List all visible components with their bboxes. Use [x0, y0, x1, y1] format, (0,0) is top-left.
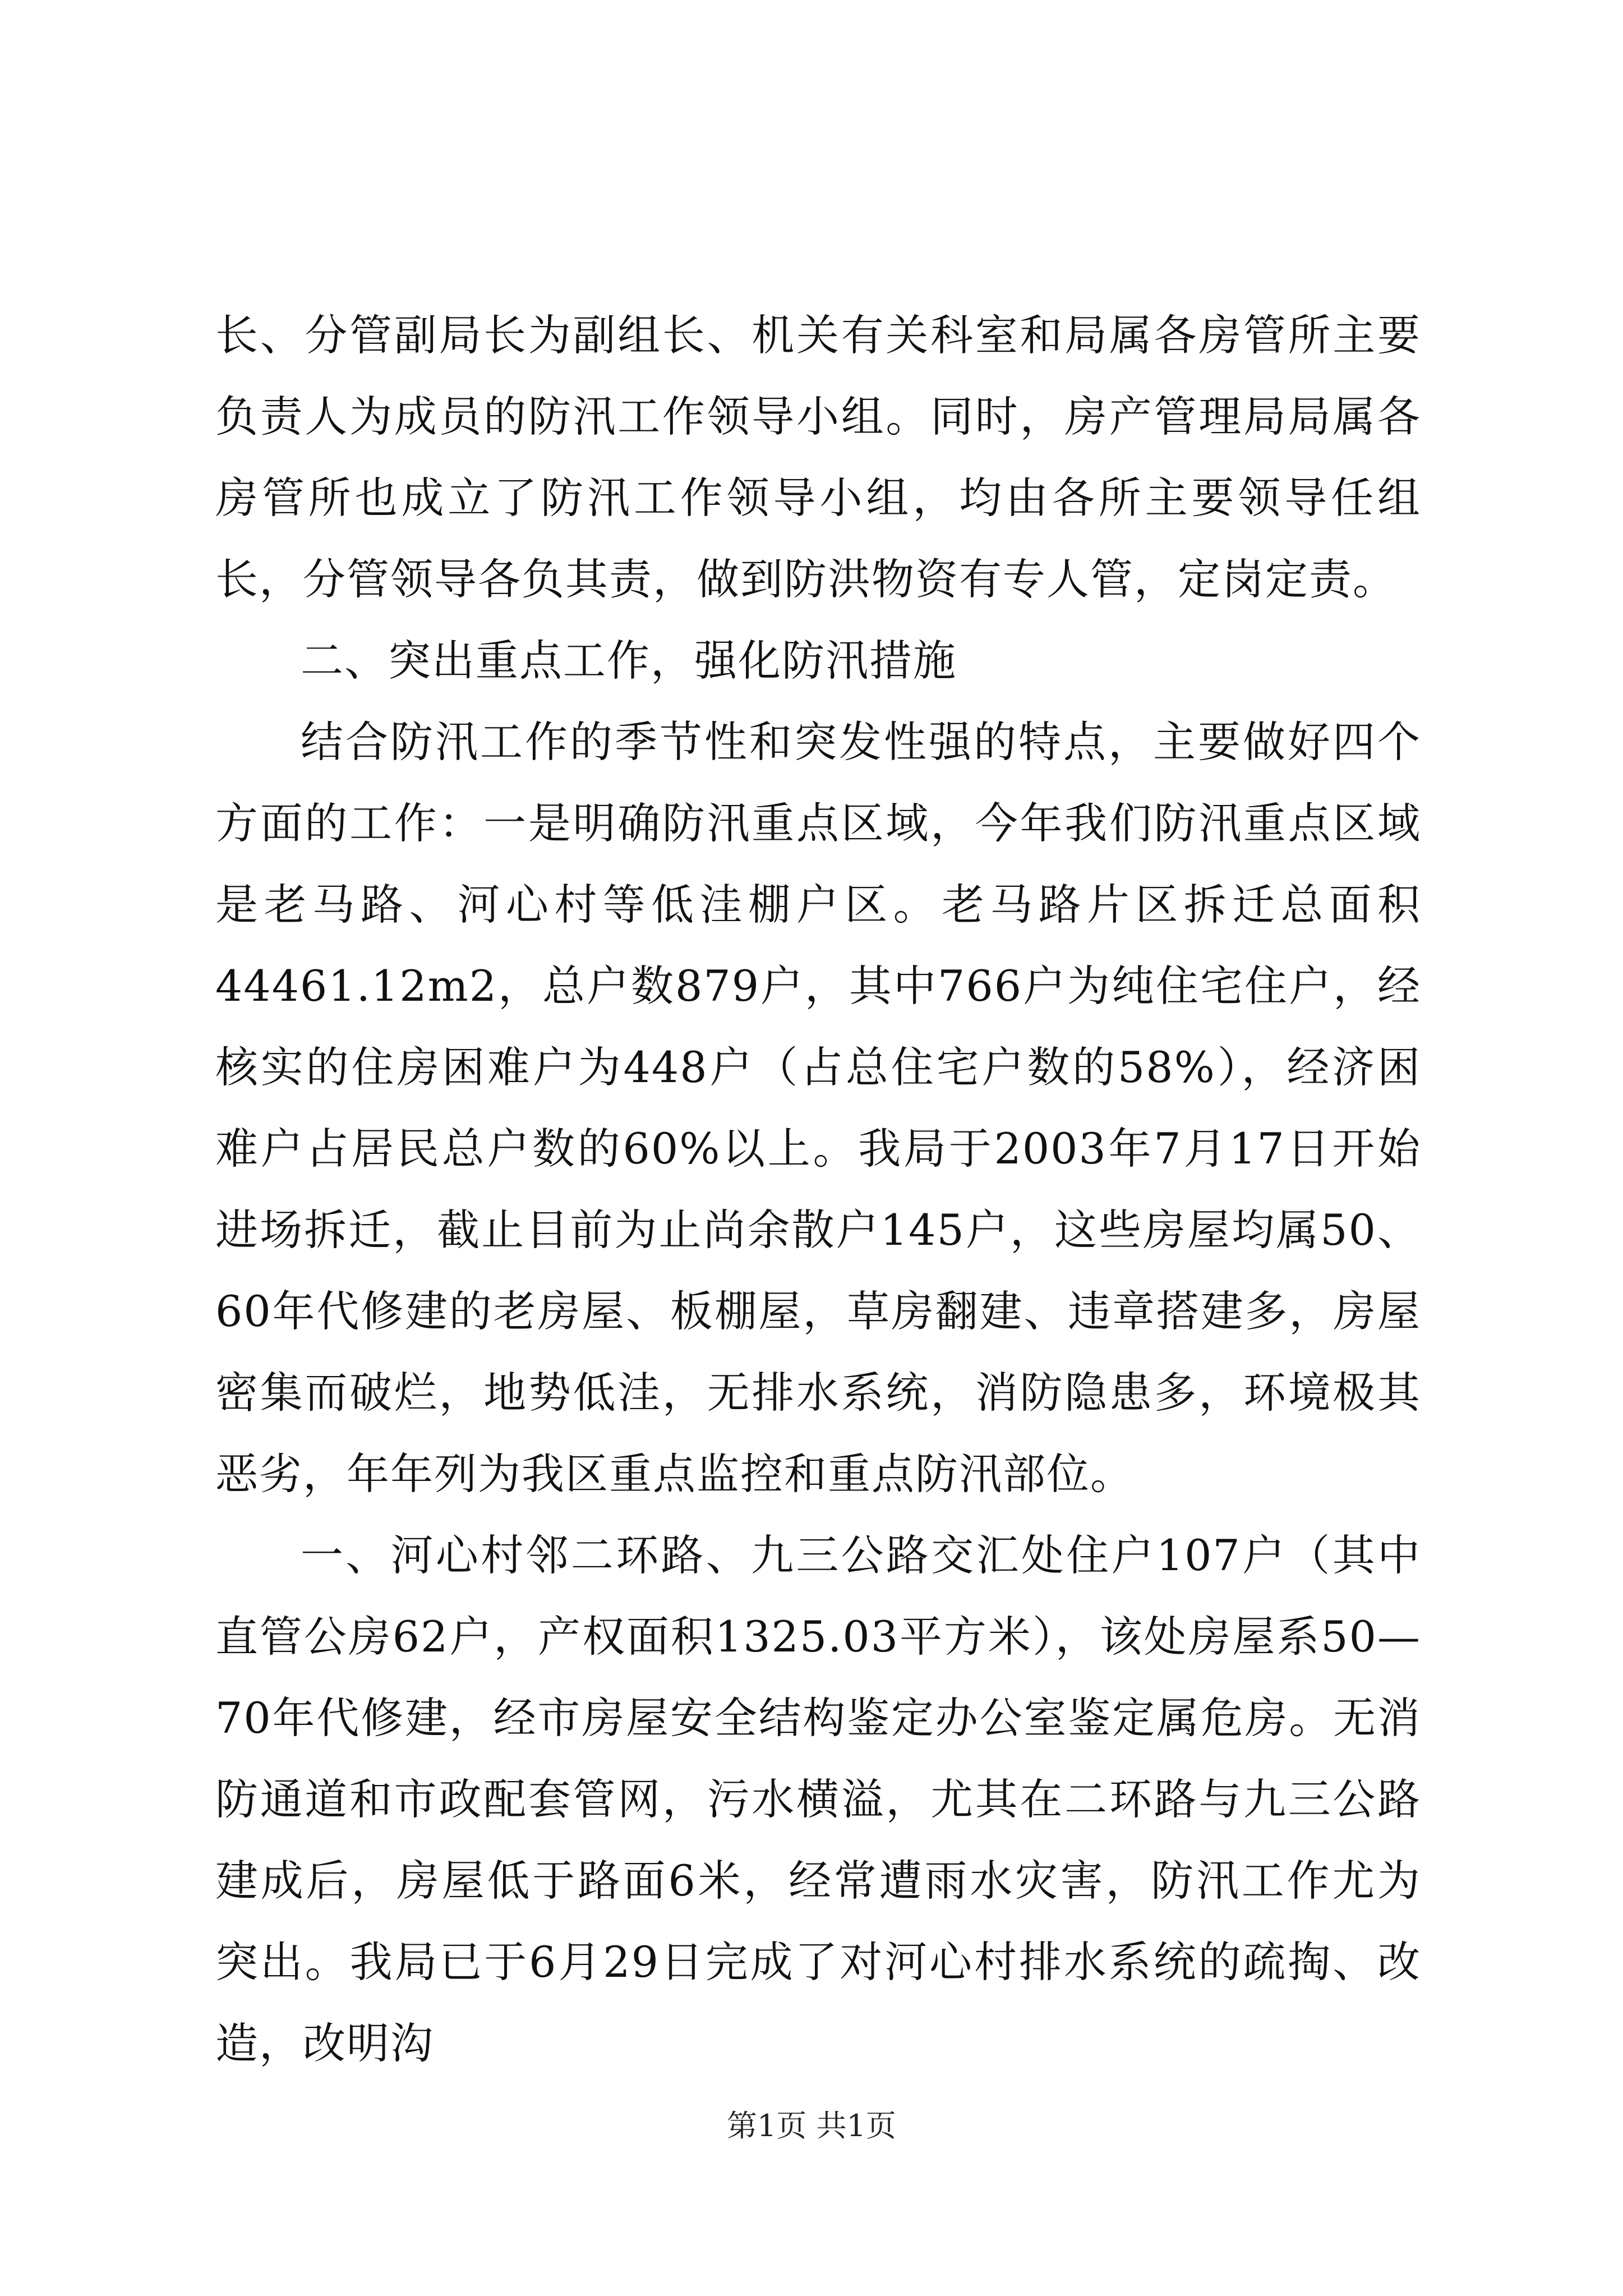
- paragraph-1: 长、分管副局长为副组长、机关有关科室和局属各房管所主要负责人为成员的防汛工作领导小组。同时，房产管理局局属各房管所也成立了防汛工作领导小组，均由各所主要领导任组长，分管领导各负其责，做到防洪物资有专人管，定岗定责。: [215, 310, 1421, 604]
- page-footer: [0, 2106, 1623, 2146]
- document-body: [215, 295, 1421, 2084]
- page-number-label: 第1页 共1页: [727, 2108, 896, 2143]
- section-heading: 二、突出重点工作，强化防汛措施: [301, 636, 957, 685]
- paragraph-3: 结合防汛工作的季节性和突发性强的特点，主要做好四个方面的工作：一是明确防汛重点区域，今年我们防汛重点区域是老马路、河心村等低洼棚户区。老马路片区拆迁总面积44461.12m2，总户数879户，其中766户为纯住宅住户，经核实的住房困难户为448户（占总住宅户数的58%），经济困难户占居民总户数的60%以上。我局于2003年7月17日开始进场拆迁，截止目前为止尚余散户145户，这些房屋均属50、60年代修建的老房屋、板棚屋，草房翻建、违章搭建多，房屋密集而破烂，地势低洼，无排水系统，消防隐患多，环境极其恶劣，年年列为我区重点监控和重点防汛部位。: [215, 717, 1421, 1499]
- paragraph-4: 一、河心村邻二环路、九三公路交汇处住户107户（其中直管公房62户，产权面积1325.03平方米），该处房屋系50—70年代修建，经市房屋安全结构鉴定办公室鉴定属危房。无消防通道和市政配套管网，污水横溢，尤其在二环路与九三公路建成后，房屋低于路面6米，经常遭雨水灾害，防汛工作尤为突出。我局已于6月29日完成了对河心村排水系统的疏掏、改造，改明沟: [215, 1530, 1421, 2068]
